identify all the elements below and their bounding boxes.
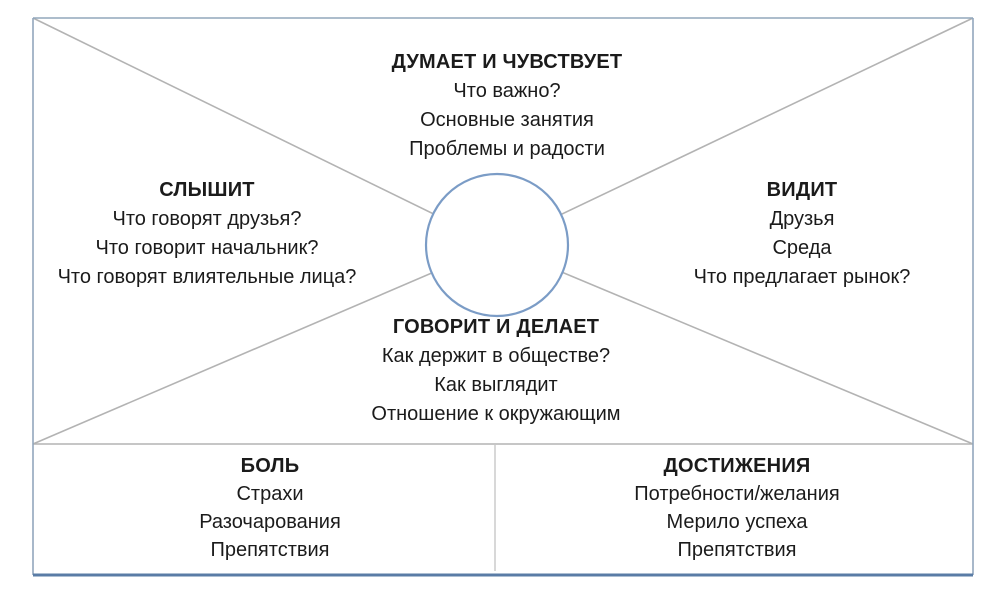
section-gain: [567, 452, 907, 564]
section-item: Мерило успеха: [666, 511, 808, 533]
section-item: Что говорит начальник?: [95, 237, 319, 259]
section-item: Как держит в обществе?: [381, 345, 611, 367]
section-item: Проблемы и радости: [409, 138, 605, 160]
section-thinks-feels: [307, 48, 707, 164]
section-item: Основные занятия: [420, 109, 594, 131]
section-item: Среда: [772, 237, 832, 259]
section-pain: [120, 452, 420, 564]
section-title: ДУМАЕТ И ЧУВСТВУЕТ: [391, 51, 623, 73]
section-item: Что важно?: [453, 80, 561, 102]
section-item: Друзья: [769, 208, 835, 230]
section-item: Как выглядит: [434, 374, 558, 396]
section-title: ДОСТИЖЕНИЯ: [663, 455, 811, 477]
section-title: БОЛЬ: [240, 455, 300, 477]
section-says-does: [296, 313, 696, 429]
section-item: Страхи: [236, 483, 304, 505]
section-hears: [17, 176, 397, 292]
section-item: Что предлагает рынок?: [693, 266, 911, 288]
section-title: СЛЫШИТ: [159, 179, 255, 201]
section-title: ГОВОРИТ И ДЕЛАЕТ: [392, 316, 600, 338]
section-item: Препятствия: [677, 539, 797, 561]
section-item: Потребности/желания: [634, 483, 840, 505]
section-title: ВИДИТ: [766, 179, 838, 201]
section-item: Разочарования: [199, 511, 341, 533]
section-item: Что говорят друзья?: [112, 208, 302, 230]
center-circle: [426, 174, 568, 316]
section-sees: [642, 176, 962, 292]
section-item: Что говорят влиятельные лица?: [57, 266, 357, 288]
section-item: Препятствия: [210, 539, 330, 561]
section-item: Отношение к окружающим: [371, 403, 621, 425]
